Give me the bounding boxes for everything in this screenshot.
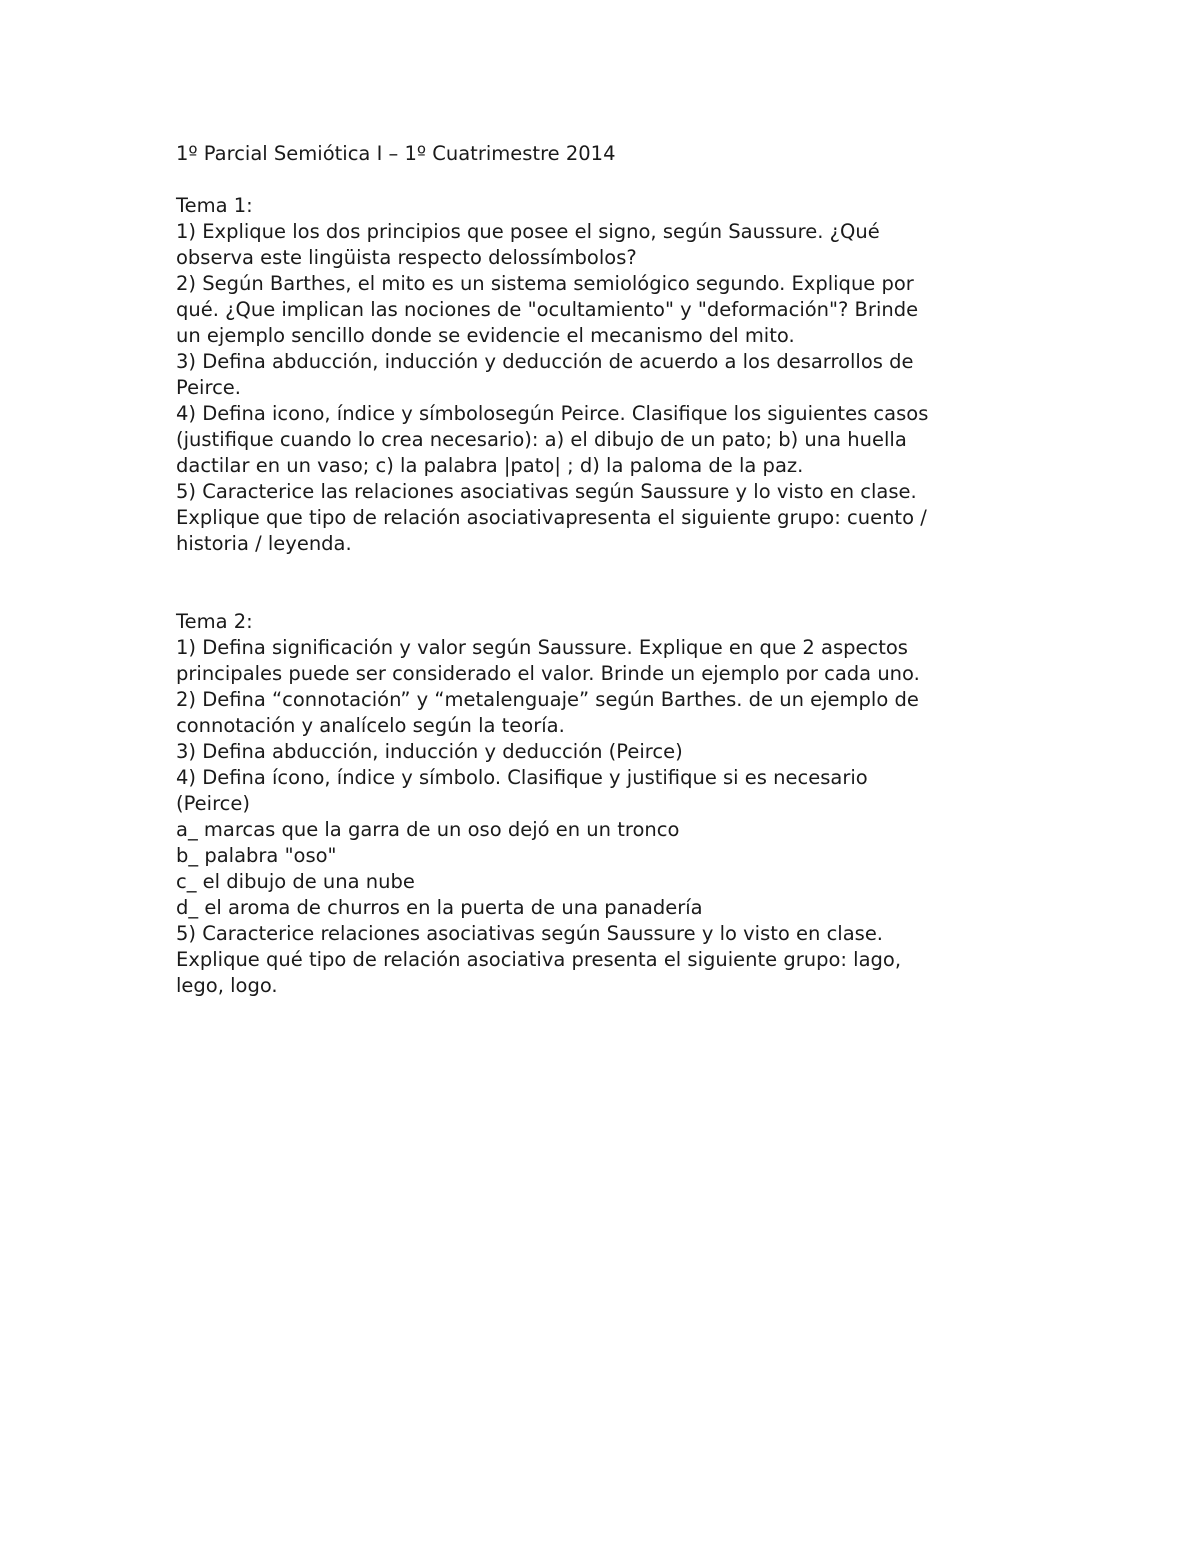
exam-document bbox=[176, 141, 1056, 999]
text-line: un ejemplo sencillo donde se evidencie el mecanismo del mito. bbox=[176, 324, 795, 347]
text-line: Explique qué tipo de relación asociativa presenta el siguiente grupo: lago, bbox=[176, 948, 902, 971]
text-line: 2) Defina “connotación” y “metalenguaje” según Barthes. de un ejemplo de bbox=[176, 688, 919, 711]
text-line: 2) Según Barthes, el mito es un sistema semiológico segundo. Explique por bbox=[176, 272, 914, 295]
text-line: 4) Defina icono, índice y símbolosegún Peirce. Clasifique los siguientes casos bbox=[176, 402, 929, 425]
tema-2-section bbox=[176, 609, 1056, 999]
spacer bbox=[176, 167, 1056, 193]
text-line: qué. ¿Que implican las nociones de "ocultamiento" y "deformación"? Brinde bbox=[176, 298, 919, 321]
text-line: historia / leyenda. bbox=[176, 532, 352, 555]
text-line: d_ el aroma de churros en la puerta de una panadería bbox=[176, 896, 703, 919]
text-line: 5) Caracterice las relaciones asociativas según Saussure y lo visto en clase. bbox=[176, 480, 917, 503]
text-line: dactilar en un vaso; c) la palabra |pato| ; d) la paloma de la paz. bbox=[176, 454, 804, 477]
text-line: connotación y analícelo según la teoría. bbox=[176, 714, 565, 737]
text-line: Explique que tipo de relación asociativapresenta el siguiente grupo: cuento / bbox=[176, 506, 927, 529]
tema-2-heading: Tema 2: bbox=[176, 610, 253, 633]
text-line: (justifique cuando lo crea necesario): a) el dibujo de un pato; b) una huella bbox=[176, 428, 907, 451]
tema-1-heading: Tema 1: bbox=[176, 194, 253, 217]
text-line: 3) Defina abducción, inducción y deducción de acuerdo a los desarrollos de bbox=[176, 350, 914, 373]
text-line: c_ el dibujo de una nube bbox=[176, 870, 415, 893]
text-line: observa este lingüista respecto delossímbolos? bbox=[176, 246, 637, 269]
text-line: a_ marcas que la garra de un oso dejó en un tronco bbox=[176, 818, 680, 841]
text-line: 5) Caracterice relaciones asociativas según Saussure y lo visto en clase. bbox=[176, 922, 884, 945]
text-line: principales puede ser considerado el valor. Brinde un ejemplo por cada uno. bbox=[176, 662, 920, 685]
spacer bbox=[176, 557, 1056, 609]
text-line: b_ palabra "oso" bbox=[176, 844, 337, 867]
document-title: 1º Parcial Semiótica I – 1º Cuatrimestre 2014 bbox=[176, 142, 616, 165]
text-line: Peirce. bbox=[176, 376, 241, 399]
tema-1-section bbox=[176, 193, 1056, 557]
text-line: lego, logo. bbox=[176, 974, 278, 997]
text-line: 1) Defina significación y valor según Saussure. Explique en que 2 aspectos bbox=[176, 636, 908, 659]
text-line: 3) Defina abducción, inducción y deducción (Peirce) bbox=[176, 740, 683, 763]
text-line: 1) Explique los dos principios que posee el signo, según Saussure. ¿Qué bbox=[176, 220, 880, 243]
text-line: 4) Defina ícono, índice y símbolo. Clasifique y justifique si es necesario bbox=[176, 766, 868, 789]
text-line: (Peirce) bbox=[176, 792, 251, 815]
